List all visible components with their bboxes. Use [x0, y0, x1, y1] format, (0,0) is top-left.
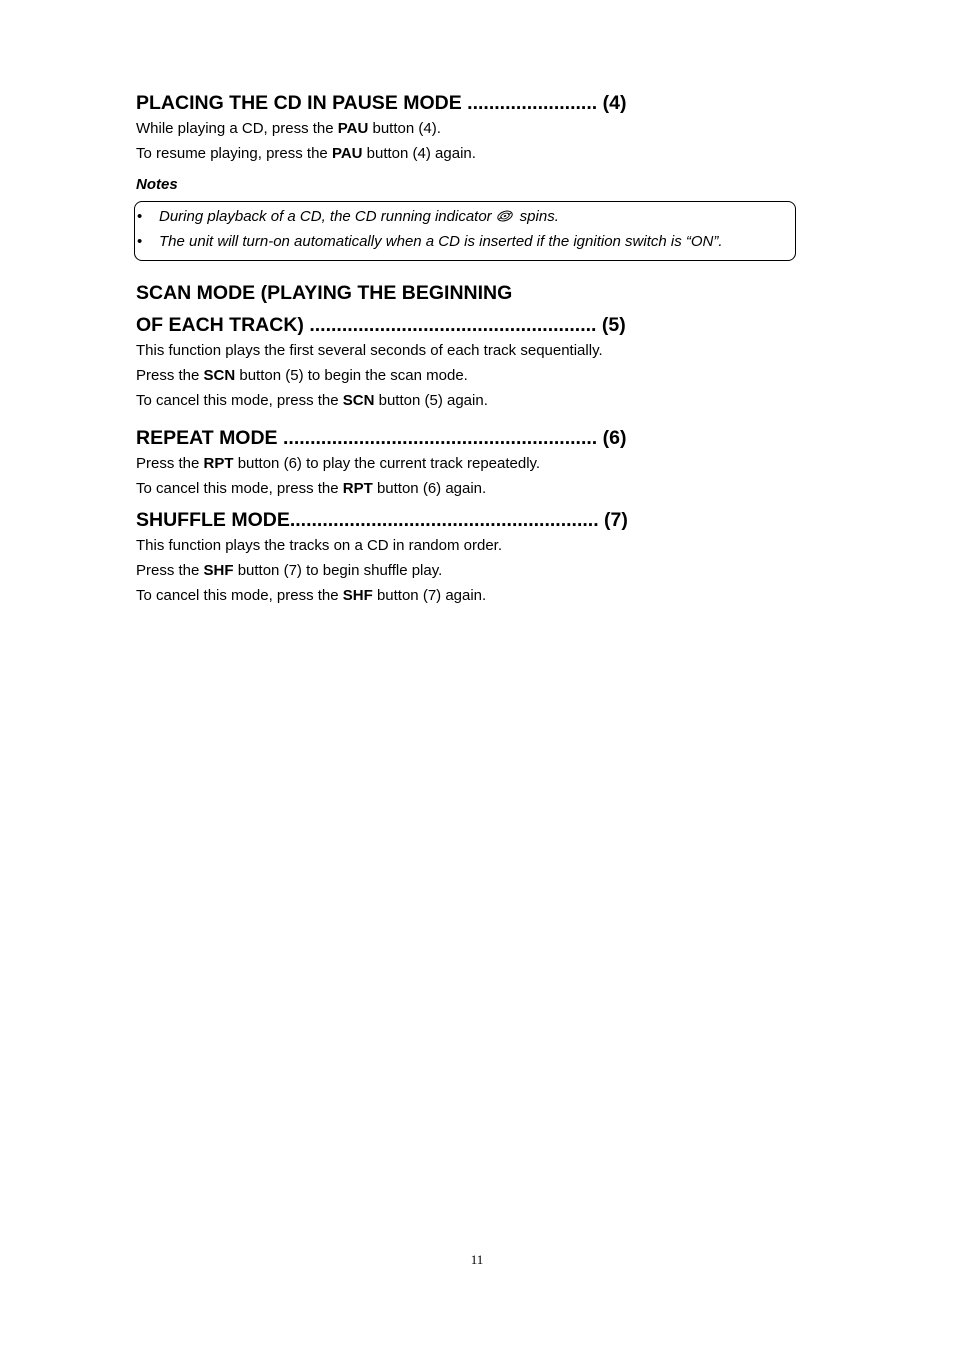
- repeat-mode-heading: REPEAT MODE .......................................................... (6): [136, 427, 627, 449]
- note-item-2: • The unit will turn-on automatically when a CD is inserted if the ignition switch is “ON”.: [137, 233, 723, 250]
- page-number: 11: [470, 1252, 484, 1267]
- scan-mode-heading-line-2: OF EACH TRACK) ..................................................... (5): [136, 314, 626, 336]
- pau-button-label: PAU: [337, 120, 369, 137]
- shuffle-line-2: Press the SHF button (7) to begin shuffle play.: [136, 562, 443, 579]
- cd-running-icon: [496, 209, 514, 228]
- bullet: •: [137, 233, 143, 250]
- repeat-line-1: Press the RPT button (6) to play the current track repeatedly.: [136, 455, 541, 472]
- repeat-line-2: To cancel this mode, press the RPT button (6) again.: [136, 480, 487, 497]
- notes-label: Notes: [136, 176, 178, 193]
- rpt-button-label: RPT: [203, 455, 234, 472]
- pau-button-label: PAU: [331, 145, 363, 162]
- shf-button-label: SHF: [203, 562, 234, 579]
- scn-button-label: SCN: [203, 367, 236, 384]
- pause-mode-heading: PLACING THE CD IN PAUSE MODE ........................ (4): [136, 92, 627, 114]
- shuffle-mode-heading: SHUFFLE MODE......................................................... (7): [136, 509, 628, 531]
- scan-line-2: Press the SCN button (5) to begin the scan mode.: [136, 367, 468, 384]
- scn-button-label: SCN: [342, 392, 375, 409]
- scan-line-1: This function plays the first several seconds of each track sequentially.: [136, 342, 603, 359]
- scan-line-3: To cancel this mode, press the SCN button (5) again.: [136, 392, 488, 409]
- shuffle-line-3: To cancel this mode, press the SHF button (7) again.: [136, 587, 487, 604]
- scan-mode-heading-line-1: SCAN MODE (PLAYING THE BEGINNING: [136, 282, 513, 304]
- pause-line-2: To resume playing, press the PAU button (4) again.: [136, 145, 476, 162]
- rpt-button-label: RPT: [342, 480, 373, 497]
- shf-button-label: SHF: [342, 587, 373, 604]
- shuffle-line-1: This function plays the tracks on a CD in random order.: [136, 537, 503, 554]
- note-item-1: • During playback of a CD, the CD running indicator spins.: [137, 208, 559, 228]
- bullet: •: [137, 208, 143, 225]
- pause-line-1: While playing a CD, press the PAU button (4).: [136, 120, 441, 137]
